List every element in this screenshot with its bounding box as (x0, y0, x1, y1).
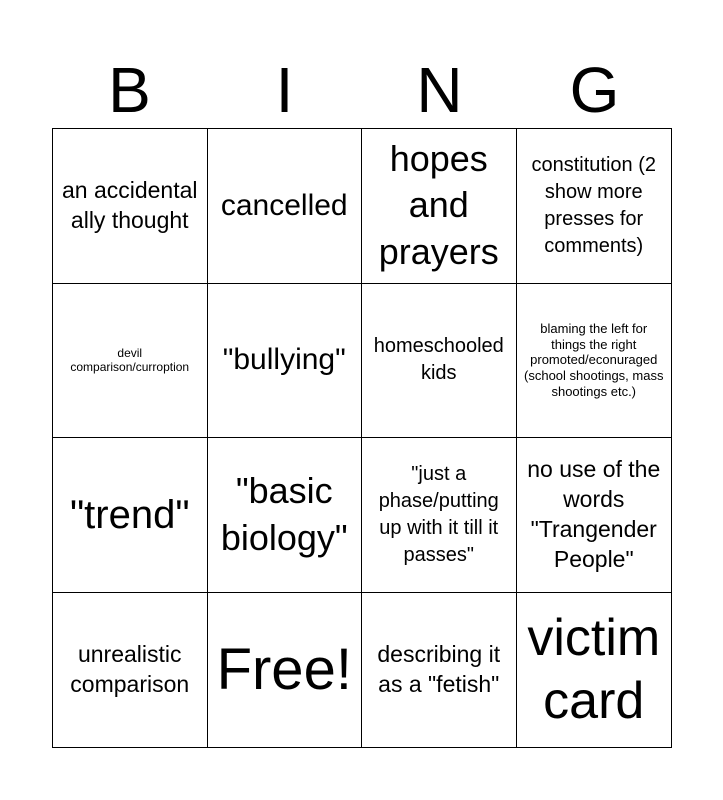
bingo-cell-text: hopes and prayers (378, 137, 499, 273)
bingo-cell-r2c1[interactable] (53, 284, 208, 439)
header-letter-b: B (108, 54, 151, 126)
bingo-cell-r4c1[interactable] (53, 593, 208, 748)
header-letter-g: G (569, 54, 620, 126)
bingo-cell-text: "bullying" (222, 343, 346, 377)
header-letter-n: N (416, 54, 463, 126)
bingo-board (52, 128, 672, 748)
bingo-cell-text: no use of the words "Trangender People" (527, 455, 661, 572)
bingo-cell-text: "trend" (69, 492, 190, 537)
bingo-cell-text: "basic biology" (220, 469, 348, 558)
bingo-cell-text: homeschooled kids (373, 335, 504, 385)
bingo-cell-r3c1[interactable] (53, 438, 208, 593)
bingo-cell-free[interactable] (208, 593, 363, 748)
bingo-cell-text: blaming the left for things the right promoted/econuraged (school shootings, mass shootings etc.) (524, 321, 664, 399)
bingo-cell-text: constitution (2 show more presses for comments) (531, 153, 656, 257)
bingo-cell-text: unrealistic comparison (70, 640, 190, 697)
bingo-cell-r1c3[interactable] (362, 129, 517, 284)
header-letter-i: I (275, 54, 294, 126)
bingo-cell-r3c3[interactable] (362, 438, 517, 593)
bingo-cell-r2c2[interactable] (208, 284, 363, 439)
bingo-cell-r4c3[interactable] (362, 593, 517, 748)
bingo-cell-text: devil comparison/curroption (70, 345, 190, 375)
bingo-cell-r3c4[interactable] (517, 438, 672, 593)
bingo-cell-text: "just a phase/putting up with it till it passes" (378, 462, 499, 566)
bingo-cell-text: an accidental ally thought (61, 176, 198, 233)
bingo-cell-r3c2[interactable] (208, 438, 363, 593)
bingo-cell-text: victim card (527, 609, 661, 730)
bingo-cell-r2c3[interactable] (362, 284, 517, 439)
bingo-header (52, 52, 672, 128)
bingo-cell-text: describing it as a "fetish" (377, 640, 501, 697)
bingo-cell-r1c1[interactable] (53, 129, 208, 284)
bingo-cell-r1c2[interactable] (208, 129, 363, 284)
bingo-cell-r4c4[interactable] (517, 593, 672, 748)
bingo-cell-r2c4[interactable] (517, 284, 672, 439)
bingo-cell-text: cancelled (220, 188, 348, 222)
free-space-label: Free! (216, 636, 352, 702)
bingo-cell-r1c4[interactable] (517, 129, 672, 284)
